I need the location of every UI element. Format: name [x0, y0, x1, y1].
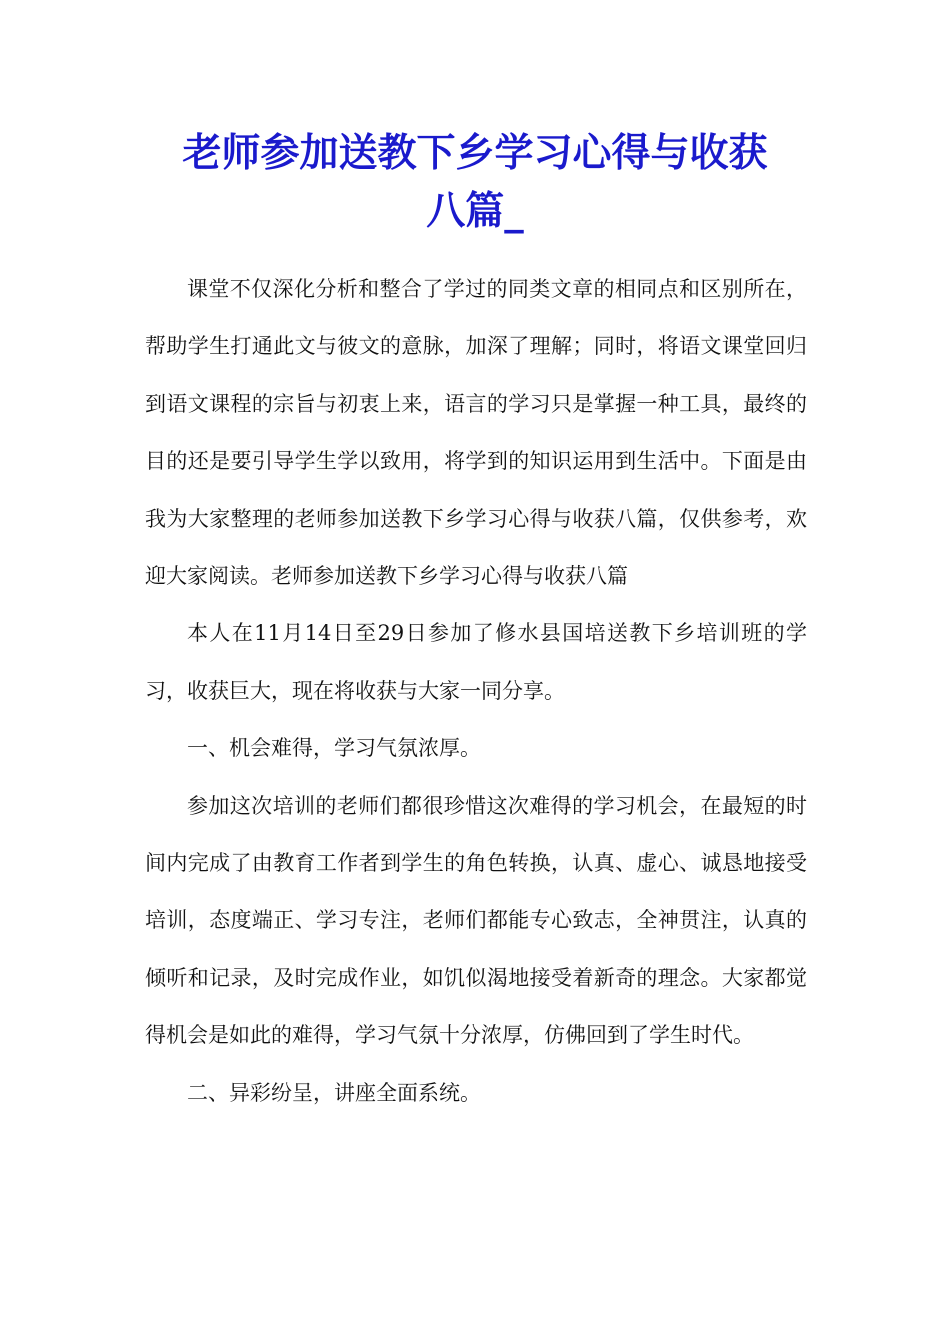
paragraph-learning-atmosphere: 参加这次培训的老师们都很珍惜这次难得的学习机会，在最短的时间内完成了由教育工作者到学生的角色转换，认真、虚心、诚恳地接受培训，态度端正、学习专注，老师们都能专心致志，全神贯注，认真的倾听和记录，及时完成作业，如饥似渴地接受着新奇的理念。大家都觉得机会是如此的难得，学习气氛十分浓厚，仿佛回到了学生时代。 [145, 793, 807, 1048]
document-body [145, 261, 807, 1122]
paragraph-intro: 课堂不仅深化分析和整合了学过的同类文章的相同点和区别所在，帮助学生打通此文与彼文的意脉，加深了理解；同时，将语文课堂回归到语文课程的宗旨与初衷上来，语言的学习只是掌握一种工具，最终的目的还是要引导学生学以致用，将学到的知识运用到生活中。下面是由我为大家整理的老师参加送教下乡学习心得与收获八篇，仅供参考，欢迎大家阅读。老师参加送教下乡学习心得与收获八篇 [145, 277, 807, 589]
paragraph-participation: 本人在11月14日至29日参加了修水县国培送教下乡培训班的学习，收获巨大，现在将收获与大家一同分享。 [145, 621, 807, 703]
section-heading-two: 二、异彩纷呈，讲座全面系统。 [187, 1080, 481, 1105]
section-heading-one: 一、机会难得，学习气氛浓厚。 [187, 736, 481, 761]
document-title: 老师参加送教下乡学习心得与收获 八篇_ [182, 130, 768, 234]
